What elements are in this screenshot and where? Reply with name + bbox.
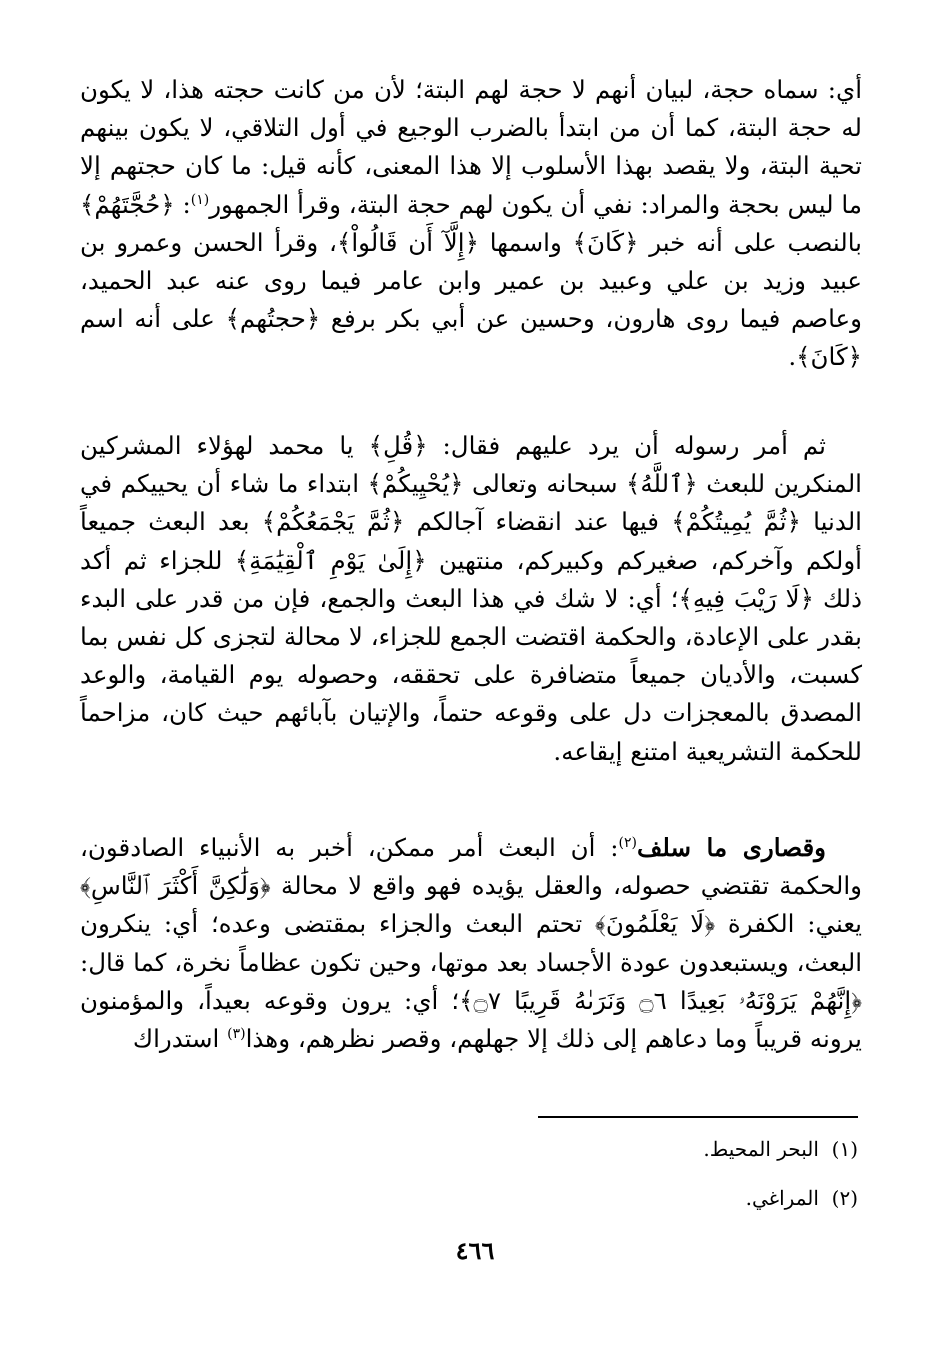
paragraph-3: [80, 829, 862, 1058]
paragraph-3-tail: استدراك: [132, 1024, 228, 1054]
footnote-number: (١): [831, 1137, 858, 1161]
paragraph-1: [80, 71, 862, 377]
paragraph-3-text: : أن البعث أمر ممكن، أخبر به الأنبياء الصادقون، والحكمة تقتضي حصوله، والعقل يؤيده فهو واقع لا محالة ﴿وَلَٰكِنَّ أَكْثَرَ ٱلنَّاسِ﴾ يعني: الكفرة ﴿لَا يَعْلَمُونَ﴾ تحتم البعث والجزاء بمقتضى وعده؛ أي: ينكرون البعث، ويستبعدون عودة الأجساد بعد موتها، وحين تكون عظاماً نخرة، كما قال: ﴿إِنَّهُمْ يَرَوْنَهُۥ بَعِيدًا ۝٦ وَنَرَىٰهُ قَرِيبًا ۝٧﴾؛ أي: يرون وقوعه بعيداً، والمؤمنون يرونه قريباً وما دعاهم إلى ذلك إلا جهلهم، وقصر نظرهم، وهذا: [80, 833, 862, 1054]
page-number: ٤٦٦: [455, 1236, 495, 1265]
paragraph-1-text: أي: سماه حجة، لبيان أنهم لا حجة لهم البتة؛ لأن من كانت حجته هذا، لا يكون له حجة البتة، كما أن من ابتدأ بالضرب الوجيع في أول التلاقي، لا يكون بينهم تحية البتة، ولا يقصد بهذا الأسلوب إلا هذا المعنى، كأنه قيل: ما كان حجتهم إلا ما ليس بحجة والمراد: نفي أن يكون لهم حجة البتة، وقرأ الجمهور: [80, 75, 862, 219]
footnote-text: المراغي.: [745, 1186, 819, 1210]
footnote-ref-1: (١): [190, 191, 210, 208]
footnote-ref-2: (٢): [618, 834, 637, 851]
footnote-text: البحر المحيط.: [703, 1137, 819, 1161]
footnote-number: (٢): [831, 1186, 858, 1210]
footnote-ref-3: (٣): [227, 1025, 246, 1042]
paragraph-1-rest: : ﴿حُجَّتَهُمْ﴾ بالنصب على أنه خبر ﴿كَانَ﴾ واسمها ﴿إِلَّآ أَن قَالُواْ﴾، وقرأ الحسن وعمرو بن عبيد وزيد بن علي وعبيد بن عمير وابن عامر فيما روى عنه عبد الحميد، وعاصم فيما روى هارون، وحسين عن أبي بكر برفع ﴿حجتُهم﴾ على أنه اسم ﴿كَانَ﴾.: [80, 189, 862, 372]
footnote-2: [746, 1184, 858, 1212]
footnote-1: [703, 1135, 858, 1163]
paragraph-2-text: ثم أمر رسوله أن يرد عليهم فقال: ﴿قُلِ﴾ يا محمد لهؤلاء المشركين المنكرين للبعث ﴿ٱللَّهُ﴾ سبحانه وتعالى ﴿يُحْيِيكُمْ﴾ ابتداء ما شاء أن يحييكم في الدنيا ﴿ثُمَّ يُمِيتُكُمْ﴾ فيها عند انقضاء آجالكم ﴿ثُمَّ يَجْمَعُكُمْ﴾ بعد البعث جميعاً أولكم وآخركم، صغيركم وكبيركم، منتهين ﴿إِلَىٰ يَوْمِ ٱلْقِيَٰمَةِ﴾ للجزاء ثم أكد ذلك ﴿لَا رَيْبَ فِيهِ﴾؛ أي: لا شك في هذا البعث والجمع، فإن من قدر على البدء بقدر على الإعادة، والحكمة اقتضت الجمع للجزاء، لا محالة لتجزى كل نفس بما كسبت، والأديان جميعاً متضافرة على تحققه، وحصوله يوم القيامة، والوعد المصدق بالمعجزات دل على وقوعه حتماً، والإتيان بآبائهم حيث كان، مزاحماً للحكمة التشريعية امتنع إيقاعه.: [80, 431, 862, 766]
paragraph-2: [80, 427, 862, 771]
paragraph-3-lead: وقصارى ما سلف: [636, 833, 826, 862]
footnote-divider: [538, 1116, 858, 1118]
